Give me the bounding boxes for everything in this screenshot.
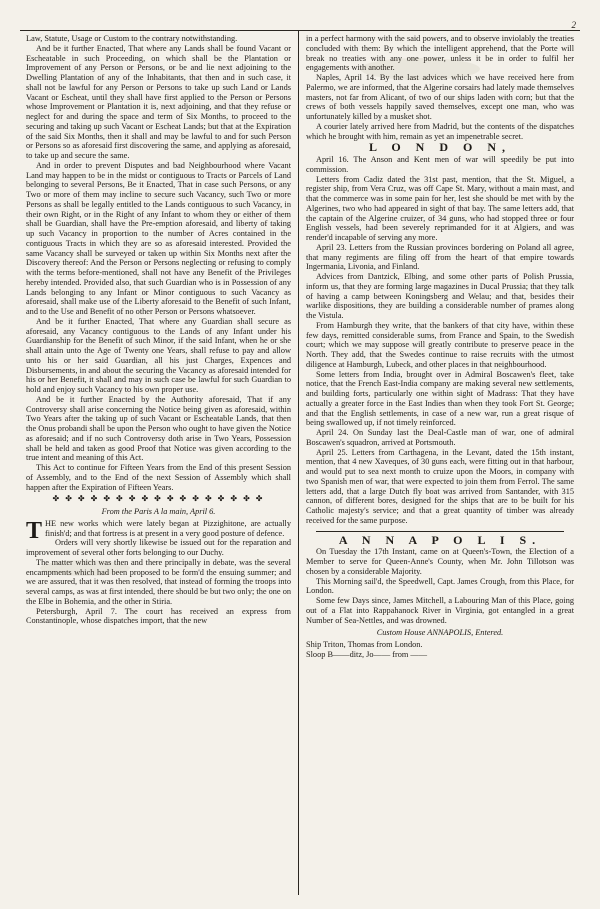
paris-header: From the Paris A la main, April 6. bbox=[101, 507, 216, 516]
customs-entry-1: Ship Triton, Thomas from London. bbox=[306, 640, 423, 649]
right-paragraph-2: Naples, April 14. By the last advices which we have received here from Palermo, we are informed, that the Algerine corsairs had lately made themselves masters, not far from Alicant, of two of our ships laden with corn; but that the crews of both vessels happily saved themselves, except one man, who was unfortunately killed by a musket shot. bbox=[306, 73, 574, 121]
left-paragraph-5: And be it further Enacted by the Authority aforesaid, That if any Controversy shall arise concerning the Notice being given as aforesaid, within Two Years after the taking up of such Vacant or Escheatable Lands, that then the Onus probandi shall be upon the Person who ought to have given the Notice as aforesaid; and if no such Controversy doth arise in Two Years, Possession shall be held and taken as good Proof that Notice was given according to the true intent and meaning of this Act. bbox=[26, 394, 291, 463]
right-paragraph-13: This Morning sail'd, the Speedwell, Capt. James Crough, from this Place, for London. bbox=[306, 576, 574, 596]
right-paragraph-14: Some few Days since, James Mitchell, a Labouring Man of this Place, going out of a Flat into Rappahanock River in Virginia, got entangled in a great Number of Sea-Nettles, and was drowned. bbox=[306, 596, 574, 625]
right-column bbox=[306, 34, 574, 894]
right-paragraph-5: Letters from Cadiz dated the 31st past, mention, that the St. Miguel, a register ship, from Vera Cruz, was off Cape St. Mary, without a main mast, and that the commerce was in some pain for her, lest she should be met with by the Algerines, two who had appeared in sight of that bay. The same letters add, that the captain of the Algerine cruizer, of 34 guns, who had stopped three or four English vessels, had been severely reprimanded for it at Algiers, and was render'd incapable of serving any more. bbox=[306, 174, 574, 242]
right-paragraph-1: in a perfect harmony with the said powers, and to observe inviolably the treaties concluded with them: By which the intelligent apprehend, that the Porte will break no treaties with any one power, unless it be in order to fulfil her engagements with another. bbox=[306, 34, 574, 73]
right-paragraph-11: April 25. Letters from Carthagena, in the Levant, dated the 15th instant, mention, that 4 new Xaveques, of 30 guns each, were fitting out in that harbour, and would put to sea next month to cruize upon the Moors, in company with two Spanish men of war, that were expected to join them from Ferrol. The same letters add, that a large Dutch fly boat was arrived from Santander, with 315 cannon, of different bores, designed for the ships that are to be built for his Catholic majesty's service; and that a great quantity of timber was already received for the same purpose. bbox=[306, 447, 574, 525]
left-paragraph-6: This Act to continue for Fifteen Years from the End of this present Session of Assembly, and to the End of the next Session of Assembly which shall happen after the Expiration of Fifteen Years. bbox=[26, 463, 291, 492]
left-paragraph-7-text: HE new works which were lately began at Pizzighitone, are actually finish'd; and that fortress is at present in a very good posture of defence. bbox=[45, 518, 291, 538]
right-paragraph-9: Some letters from India, brought over in Admiral Boscawen's fleet, take notice, that the French East-India company are making several new settlements, and building forts, particularly one within sight of Madrass: That they have actually a greater force in the East Indies than when they took Fort St. George; and that the English settlements, in case of a new war, run a great risque of being swallowed up, if not timely reinforced. bbox=[306, 369, 574, 428]
right-paragraph-4: April 16. The Anson and Kent men of war will speedily be put into commission. bbox=[306, 155, 574, 174]
left-paragraph-2: And be it further Enacted, That where any Lands shall be found Vacant or Escheatable in such Proceeding, on which shall be the Plantation or Improvement of any Person or Persons, or be and lie next adjoining to the Dwelling Plantation of any of the Inhabitants, that then and in such case, it shall not be lawful for any Person or Persons to take up such Land or Lands Vacant or Escheat, until they shall have first applied to the Person or Persons whose Improvement or Plantation it is, next adjoining, and that they refuse or neglect for and during the space and term of Six Months, to proceed to the securing and taking up such Vacant or Escheat Lands; but that at the Expiration of the said Six Months, then it shall and may be lawful to and for such Person or Persons so as aforesaid first discovering the same, and applying as aforesaid, to take up and secure the same. bbox=[26, 43, 291, 160]
left-paragraph-3: And in order to prevent Disputes and bad Neighbourhood where Vacant Land may happen to be in the midst or contiguous to Tracts or Parcels of Land belonging to several Persons, Be it Enacted, That in case such Persons, or any Two or more of them may incline to secure such Vacancy, such Two or more Persons as shall be legally entitled to the Lands contiguous to such Vacancy, in their own Right, or in the Right of any Infant to whom they or either of them shall be Guardian, shall have the Pre-emption aforesaid, and liberty of taking up such Vacancy in proportion to the number of Acres contained in the contiguous Tracts in which they are so as aforesaid interested. Provided the same Vacancy shall be surveyed or taken up within Six Months next after the Discovery thereof: And the Person or Persons neglecting or refusing to comply with the terms before-mentioned, shall not have any Benefit of the Privileges hereby intended. Provided also, that such Guardian who is in Possession of any Lands belonging to any Infant or Minor contiguous to such Vacancy as aforesaid, shall make use of the Liberty aforesaid to the Benefit of such Infant, and to the Use and Benefit of no other Person or Persons whatsoever. bbox=[26, 160, 291, 316]
customs-entry-2: Sloop B——ditz, Jo—— from —— bbox=[306, 649, 427, 659]
ornament-divider: ✤ ✤ ✤ ✤ ✤ ✤ ✤ ✤ ✤ ✤ ✤ ✤ ✤ ✤ ✤ ✤ ✤ bbox=[52, 494, 265, 504]
left-paragraph-8: Orders will very shortly likewise be issued out for the reparation and improvement of several other forts belonging to our Duchy. bbox=[26, 538, 291, 557]
page-number: 2 bbox=[571, 20, 576, 30]
right-paragraph-6: April 23. Letters from the Russian provinces bordering on Poland all agree, that many regiments are filing off from the heart of that empire towards Ingermania, Livonia, and Finland. bbox=[306, 242, 574, 272]
right-paragraph-3: A courier lately arrived here from Madrid, but the contents of the dispatches which he brought with him, remain as yet an impenetrable secret. bbox=[306, 121, 574, 141]
column-divider bbox=[298, 30, 299, 895]
right-paragraph-8: From Hamburgh they write, that the bankers of that city have, within these few days, remitted considerable sums, from France and Spain, to the Swedish court; which we may suppose will greatly contribute to preserve peace in the North. They add, that the Swedes continue to raise recruits with the utmost diligence at Hamburgh, Lubeck, and other places in that neighbourhood. bbox=[306, 320, 574, 369]
drop-cap: T bbox=[26, 517, 43, 544]
right-paragraph-12: On Tuesday the 17th Instant, came on at Queen's-Town, the Election of a Member to serve for Queen-Anne's County, when Mr. John Tillotson was chosen by a considerable Majority. bbox=[306, 547, 574, 576]
right-paragraph-10: April 24. On Sunday last the Deal-Castle man of war, one of admiral Boscawen's squadron, arrived at Portsmouth. bbox=[306, 428, 574, 447]
section-rule bbox=[316, 531, 564, 532]
annapolis-heading: A N N A P O L I S. bbox=[338, 532, 542, 547]
left-paragraph-7 bbox=[26, 517, 291, 544]
top-rule bbox=[20, 30, 580, 31]
right-paragraph-7: Advices from Dantzick, Elbing, and some other parts of Polish Prussia, inform us, that they are forming large magazines in Ducal Prussia; that they talk of having a camp between Koningsberg and Welau; and that, besides their warlike dispositions, they are building a considerable number of prames along the Vistula. bbox=[306, 272, 574, 320]
london-heading: L O N D O N, bbox=[368, 140, 511, 155]
left-paragraph-1: Law, Statute, Usage or Custom to the contrary notwithstanding. bbox=[26, 34, 238, 43]
left-paragraph-9: The matter which was then and there principally in debate, was the several encampments which had been proposed to be form'd the ensuing summer; and we are assured, that it was then resolved, that instead of forming the troops into several camps, as was at first intended, there should be but two only; the one on the Elbe in Bohemia, and the other in Stiria. bbox=[26, 557, 291, 606]
left-paragraph-4: And be it further Enacted, That where any Guardian shall secure as aforesaid, any Vacancy contiguous to the Lands of any Infant under his Guardianship for the Benefit of such Minor, if the said Infant, when he or she shall attain unto the Age of Twenty one Years, shall refuse to pay and allow unto his or her said Guardian, all his just Charges, Expences and Disbursements, in and about the securing the Vacancy as aforesaid intended for his or her Benefit, it shall and may in such case be lawful for such Guardian to hold and enjoy such Vacancy to his own proper use. bbox=[26, 316, 291, 394]
customs-heading: Custom House ANNAPOLIS, Entered. bbox=[376, 628, 504, 638]
left-paragraph-10: Petersburgh, April 7. The court has received an express from Constantinople, whose dispatches import, that the new bbox=[26, 606, 291, 626]
left-column bbox=[26, 34, 291, 894]
